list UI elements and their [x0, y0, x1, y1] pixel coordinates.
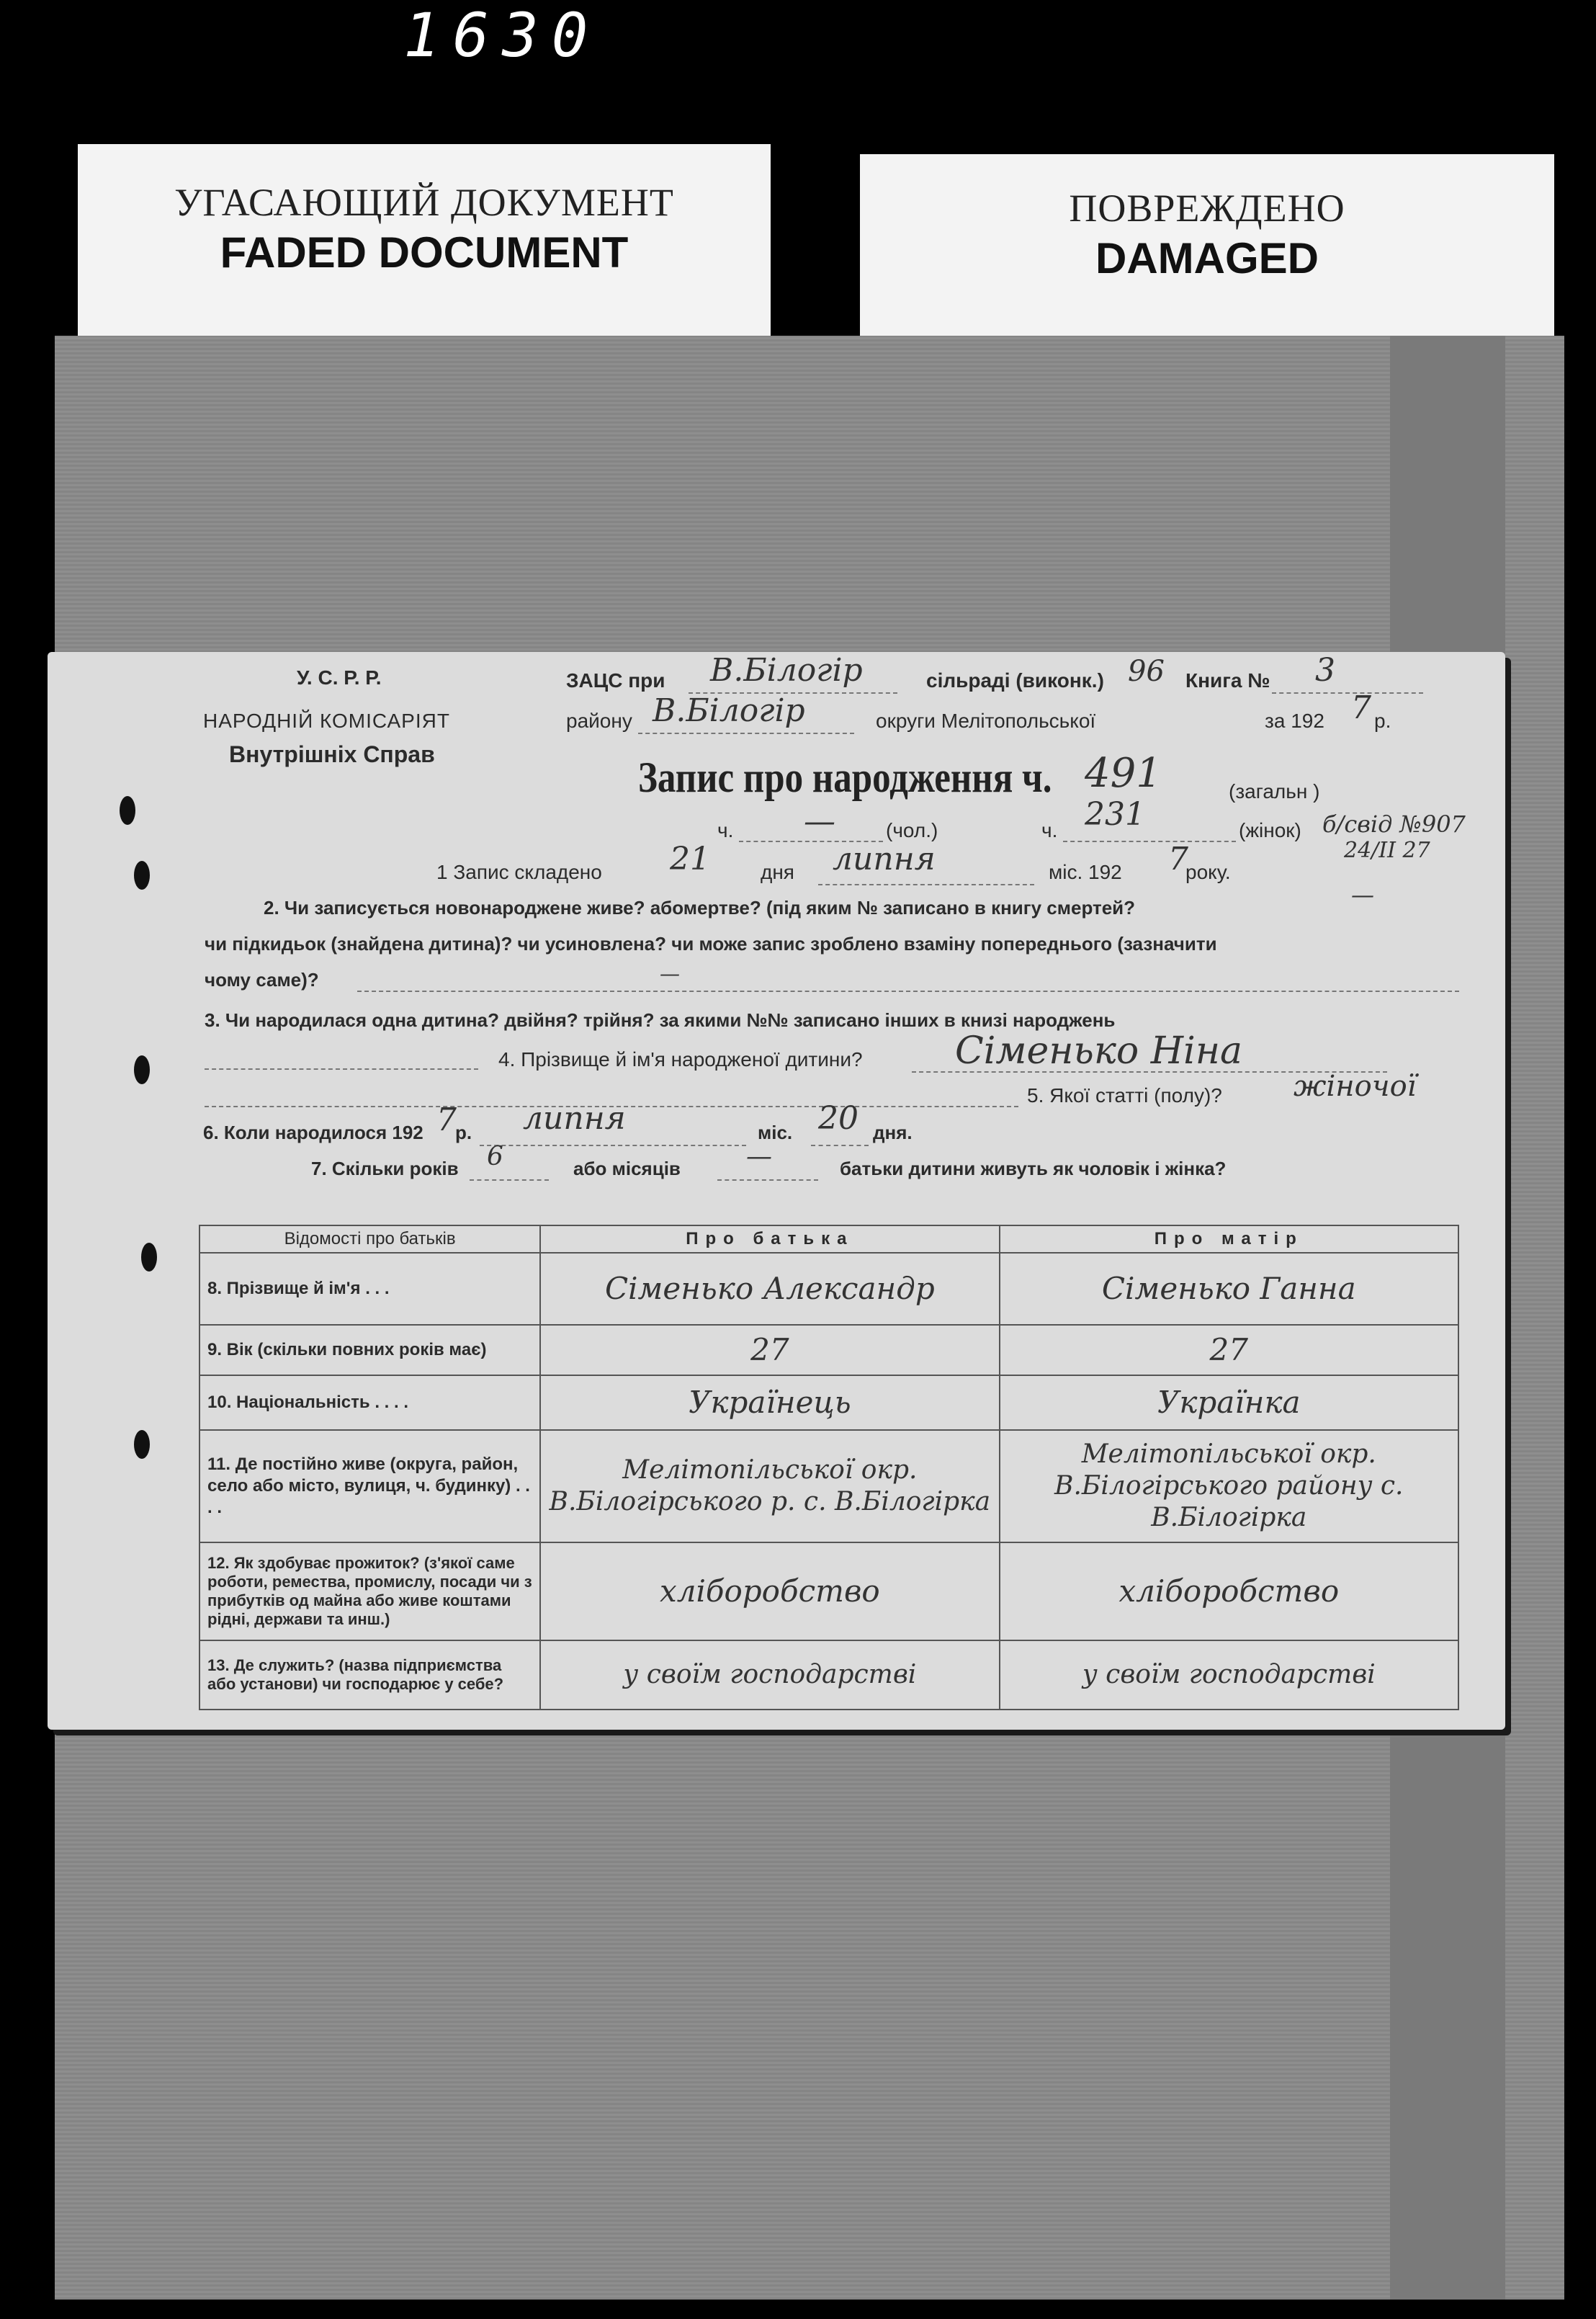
female-label: (жінок) — [1239, 819, 1301, 841]
q5-value: жіночої — [1294, 1070, 1417, 1103]
q1-year: 7 — [1168, 841, 1188, 877]
mother-residence: Мелітопільської окр. В.Білогірського району с. В.Білогірка — [1000, 1430, 1458, 1542]
district-value: В.Білогір — [653, 692, 805, 729]
margin-note-2: 24/II 27 — [1344, 838, 1430, 863]
birth-record-card — [48, 652, 1505, 1730]
q7-years: 6 — [487, 1142, 503, 1171]
q7-years-line — [470, 1179, 549, 1181]
mother-nationality: Українка — [1000, 1375, 1458, 1430]
row-label-nationality: 10. Національність . . . . — [200, 1375, 540, 1430]
q2-line3-line — [357, 991, 1459, 992]
parents-table — [199, 1225, 1459, 1710]
mother-name: Сіменько Ганна — [1000, 1253, 1458, 1325]
zags-prefix: ЗАЦС при — [566, 669, 665, 692]
row-label-name: 8. Прізвище й ім'я . . . — [200, 1253, 540, 1325]
q6-month-label: міс. — [758, 1122, 793, 1143]
punch-hole — [134, 1430, 150, 1459]
q3-text: 3. Чи народилася одна дитина? двійня? трійня? за якими №№ записано інших в книзі народжень — [205, 1009, 1116, 1031]
table-row — [200, 1325, 1458, 1375]
q2-line3: чому саме)? — [205, 969, 319, 991]
general-label: (загальн ) — [1229, 780, 1320, 803]
q6-prefix: 6. Коли народилося 192 — [203, 1122, 423, 1143]
q1-day: 21 — [670, 841, 710, 877]
female-prefix: ч. — [1041, 819, 1058, 841]
district-line — [638, 733, 854, 734]
father-residence: Мелітопільської окр. В.Білогірського р. с. В.Білогірка — [540, 1430, 999, 1542]
male-label: (чол.) — [886, 819, 938, 841]
year-suffix: р. — [1374, 710, 1391, 732]
q2-text: 2. Чи записується новонароджене живе? абомертве? (під яким № записано в книгу смертей? — [264, 897, 1136, 919]
row-label-age: 9. Вік (скільки повних років має) — [200, 1325, 540, 1375]
mother-age: 27 — [1000, 1325, 1458, 1375]
commissariat-header: НАРОДНІЙ КОМІСАРІЯТ — [203, 710, 450, 732]
father-age: 27 — [540, 1325, 999, 1375]
book-label: Книга № — [1185, 669, 1270, 692]
q1-month-line — [818, 884, 1034, 885]
table-row — [200, 1542, 1458, 1640]
q5-text: 5. Якої статті (полу)? — [1027, 1084, 1222, 1107]
record-number: 491 — [1085, 750, 1162, 797]
father-employment: у своїм господарстві — [540, 1640, 999, 1710]
col-header-father: Про батька — [540, 1225, 999, 1253]
year-digit: 7 — [1351, 689, 1371, 726]
q1-day-label: дня — [761, 861, 794, 883]
q2-line2: чи підкидьок (знайдена дитина)? чи усиновлена? чи може запис зроблено взаміну попереднього (зазначити — [205, 933, 1217, 955]
form-title: Запис про народження ч. — [638, 754, 1052, 801]
q7-months: — — [746, 1142, 772, 1171]
q6-month-line — [480, 1145, 746, 1146]
q7-mid: або місяців — [573, 1158, 681, 1179]
table-row — [200, 1640, 1458, 1710]
father-nationality: Українець — [540, 1375, 999, 1430]
row-label-employment: 13. Де служить? (назва підприємства або установи) чи господарює у себе? — [200, 1640, 540, 1710]
q4-text: 4. Прізвище й ім'я народженої дитини? — [498, 1048, 863, 1071]
damaged-label-en: DAMAGED — [1095, 234, 1319, 282]
punch-hole — [134, 1055, 150, 1084]
district-label: району — [566, 710, 632, 732]
q6-day: 20 — [818, 1100, 858, 1137]
punch-hole — [141, 1243, 157, 1272]
female-value: 231 — [1085, 796, 1145, 833]
q7-suffix: батьки дитини живуть як чоловік і жінка? — [840, 1158, 1227, 1179]
row-label-residence: 11. Де постійно живе (округа, район, село або місто, вулиця, ч. будинку) . . . . — [200, 1430, 540, 1542]
faded-label-en: FADED DOCUMENT — [220, 228, 629, 277]
q1-prefix: 1 Запис складено — [436, 861, 602, 883]
village-council-label: сільраді (виконк.) — [926, 669, 1104, 692]
col-header-info: Відомості про батьків — [200, 1225, 540, 1253]
q6-day-line — [811, 1145, 869, 1146]
book-number: 3 — [1315, 652, 1335, 689]
q1-year-label: року. — [1185, 861, 1231, 883]
male-value: — — [804, 803, 835, 840]
q6-month: липня — [523, 1100, 626, 1137]
book-number-line — [1272, 692, 1423, 694]
frame-number: 1630 — [403, 0, 601, 71]
col-header-mother: Про матір — [1000, 1225, 1458, 1253]
q2-value: — — [1351, 881, 1374, 908]
male-prefix: ч. — [717, 819, 734, 841]
female-line — [1063, 841, 1236, 842]
ussr-header: У. С. Р. Р. — [297, 666, 382, 689]
table-header-row — [200, 1225, 1458, 1253]
faded-document-label — [78, 144, 771, 337]
table-row — [200, 1430, 1458, 1542]
q6-year-label: р. — [455, 1122, 472, 1143]
q4-value: Сіменько Ніна — [955, 1029, 1242, 1073]
margin-note-1: б/свід №907 — [1322, 810, 1466, 838]
father-livelihood: хліборобство — [540, 1542, 999, 1640]
q7-prefix: 7. Скільки років — [311, 1158, 459, 1179]
ministry-header: Внутрішніх Справ — [229, 741, 435, 767]
punch-hole — [120, 796, 135, 825]
year-label: за 192 — [1265, 710, 1324, 732]
table-row — [200, 1253, 1458, 1325]
okrug-label: округи Мелітопольської — [876, 710, 1096, 732]
row-label-livelihood: 12. Як здобуває прожиток? (з'якої саме роботи, ремества, промислу, посади чи з прибутків од майна або живе коштами рідні, держави та инш.) — [200, 1542, 540, 1640]
book-mark: 96 — [1128, 655, 1165, 688]
father-name: Сіменько Александр — [540, 1253, 999, 1325]
q6-year: 7 — [436, 1102, 457, 1138]
q1-month: липня — [833, 841, 936, 877]
mother-livelihood: хліборобство — [1000, 1542, 1458, 1640]
punch-hole — [134, 861, 150, 890]
mother-employment: у своїм господарстві — [1000, 1640, 1458, 1710]
q7-months-line — [717, 1179, 818, 1181]
q6-day-label: дня. — [873, 1122, 913, 1143]
damaged-label-ru: ПОВРЕЖДЕНО — [1069, 187, 1345, 230]
q2-line3-value: — — [660, 962, 680, 986]
damaged-label — [860, 154, 1554, 336]
q1-month-label: міс. 192 — [1049, 861, 1122, 883]
q3-line — [205, 1068, 478, 1070]
table-row — [200, 1375, 1458, 1430]
zags-village-value: В.Білогір — [710, 652, 863, 689]
faded-label-ru: УГАСАЮЩИЙ ДОКУМЕНТ — [174, 181, 674, 224]
